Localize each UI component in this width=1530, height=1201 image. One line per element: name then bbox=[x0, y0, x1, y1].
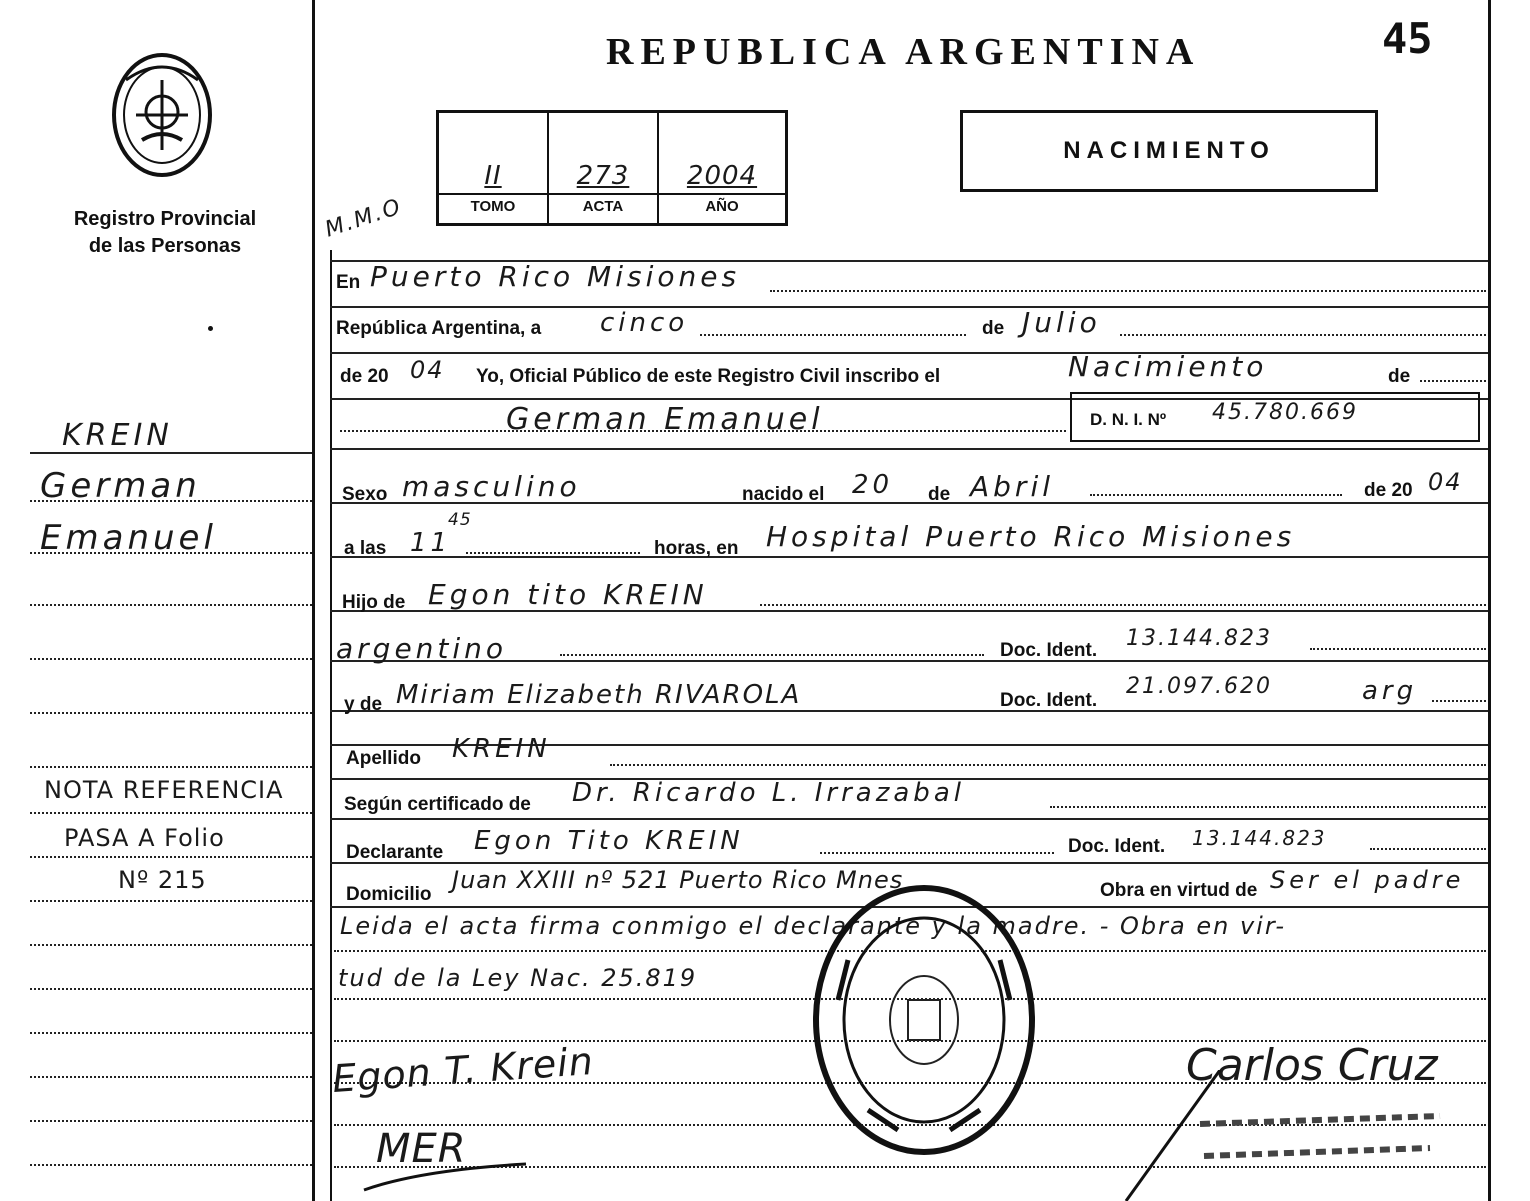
declarante-name: Egon Tito KREIN bbox=[474, 826, 744, 856]
row-rule bbox=[330, 352, 1488, 354]
horas-label: horas, en bbox=[654, 538, 739, 559]
row-rule bbox=[330, 448, 1488, 450]
dni-box bbox=[1070, 392, 1480, 442]
mother-doc-label: Doc. Ident. bbox=[1000, 690, 1098, 711]
fill-line bbox=[1120, 334, 1486, 336]
birth-month: Abril bbox=[970, 470, 1054, 503]
officer-signature: Carlos Cruz bbox=[1186, 1040, 1438, 1091]
sex-value: masculino bbox=[402, 470, 581, 503]
mother-doc: 21.097.620 bbox=[1126, 674, 1272, 699]
margin-line bbox=[30, 1164, 312, 1166]
domicilio-value: Juan XXIII nº 521 Puerto Rico Mnes bbox=[452, 866, 904, 894]
declarante-label: Declarante bbox=[346, 842, 444, 863]
birth-day: 20 bbox=[852, 470, 894, 500]
margin-name-1: German bbox=[40, 466, 201, 506]
margin-line bbox=[30, 658, 312, 660]
birth-minutes: 45 bbox=[448, 510, 472, 530]
alas-label: a las bbox=[344, 538, 387, 559]
signature-stroke-icon bbox=[360, 1160, 530, 1196]
margin-line bbox=[30, 900, 312, 902]
dni-value: 45.780.669 bbox=[1212, 400, 1358, 425]
father-doc: 13.144.823 bbox=[1126, 626, 1272, 651]
reference-table bbox=[436, 110, 788, 226]
tomo-label: TOMO bbox=[470, 198, 516, 215]
obra-label: Obra en virtud de bbox=[1100, 880, 1258, 901]
declarante-signature: Egon T. Krein bbox=[330, 1038, 596, 1102]
margin-name-2: Emanuel bbox=[40, 518, 217, 558]
de-label: de bbox=[982, 318, 1005, 339]
margin-rule-left bbox=[312, 0, 315, 1201]
birth-year-prefix: de 20 bbox=[1364, 480, 1413, 501]
margin-line bbox=[30, 856, 312, 858]
provincial-seal-icon bbox=[106, 50, 218, 180]
apellido-label: Apellido bbox=[346, 748, 421, 769]
father-nationality: argentino bbox=[336, 632, 508, 665]
fill-line bbox=[820, 852, 1054, 854]
registry-line-2: de las Personas bbox=[88, 235, 242, 257]
margin-line bbox=[30, 766, 312, 768]
fill-line bbox=[1090, 494, 1342, 496]
father-name: Egon tito KREIN bbox=[428, 578, 708, 611]
row-rule bbox=[330, 306, 1488, 308]
birth-hour: 11 bbox=[410, 528, 452, 558]
clerk-initials: M.M.O bbox=[322, 194, 406, 243]
fill-line bbox=[760, 604, 1486, 606]
oficial-statement: Yo, Oficial Público de este Registro Civil inscribo el bbox=[476, 366, 941, 387]
yde-label: y de bbox=[344, 694, 383, 715]
mother-signature: MER bbox=[376, 1126, 467, 1172]
fill-line bbox=[1050, 806, 1486, 808]
doc-type-label: NACIMIENTO bbox=[1063, 137, 1275, 164]
margin-line bbox=[30, 604, 312, 606]
father-doc-label: Doc. Ident. bbox=[1000, 640, 1098, 661]
margin-line bbox=[30, 1120, 312, 1122]
observation-line-2: tud de la Ley Nac. 25.819 bbox=[338, 964, 698, 992]
obra-value: Ser el padre bbox=[1270, 866, 1465, 894]
margin-line bbox=[30, 1076, 312, 1078]
ano-value: 2004 bbox=[686, 161, 758, 191]
doc-type-box bbox=[960, 110, 1378, 192]
acta-value: 273 bbox=[576, 161, 630, 191]
declarante-doc: 13.144.823 bbox=[1192, 826, 1327, 850]
margin-line bbox=[30, 988, 312, 990]
margin-line bbox=[30, 1032, 312, 1034]
ano-label: AÑO bbox=[705, 198, 739, 215]
birth-registry-place: Puerto Rico Misiones bbox=[370, 260, 741, 293]
fill-line bbox=[1370, 848, 1486, 850]
segun-label: Según certificado de bbox=[344, 794, 531, 815]
observation-line-1: Leida el acta firma conmigo el declarante y la madre. - Obra en vir- bbox=[340, 912, 1287, 940]
registration-year: 04 bbox=[410, 356, 445, 384]
fill-line bbox=[1432, 700, 1486, 702]
apellido-value: KREIN bbox=[452, 734, 551, 764]
row-rule bbox=[330, 862, 1488, 864]
nacido-label: nacido el bbox=[742, 484, 825, 505]
year-prefix: de 20 bbox=[340, 366, 389, 387]
dni-label: D. N. I. Nº bbox=[1090, 410, 1167, 429]
margin-surname: KREIN bbox=[62, 418, 173, 453]
margin-line bbox=[30, 500, 312, 502]
fill-line bbox=[1310, 648, 1486, 650]
de3-label: de bbox=[928, 484, 951, 505]
tomo-value: II bbox=[484, 161, 502, 191]
child-name: German Emanuel bbox=[506, 402, 824, 437]
domicilio-label: Domicilio bbox=[346, 884, 432, 905]
fill-line bbox=[466, 552, 640, 554]
registry-name bbox=[40, 206, 290, 260]
registration-month: Julio bbox=[1022, 306, 1101, 339]
margin-line bbox=[30, 712, 312, 714]
de2-label: de bbox=[1388, 366, 1411, 387]
page-title: REPUBLICA ARGENTINA bbox=[606, 31, 1201, 73]
page-border-right bbox=[1488, 0, 1491, 1201]
birth-place: Hospital Puerto Rico Misiones bbox=[766, 520, 1296, 553]
declarante-doc-label: Doc. Ident. bbox=[1068, 836, 1166, 857]
row-rule bbox=[330, 710, 1488, 712]
registration-day: cinco bbox=[600, 308, 689, 338]
officer-stamp-icon bbox=[1190, 1094, 1450, 1174]
acta-label: ACTA bbox=[582, 198, 624, 215]
margin-line bbox=[30, 944, 312, 946]
hijo-label: Hijo de bbox=[342, 592, 406, 613]
certifying-doctor: Dr. Ricardo L. Irrazabal bbox=[572, 778, 965, 808]
dot-mark bbox=[208, 326, 213, 331]
fill-line bbox=[1420, 380, 1486, 382]
margin-note-1: NOTA REFERENCIA bbox=[44, 776, 284, 804]
birth-year: 04 bbox=[1428, 468, 1463, 496]
fill-line bbox=[700, 334, 966, 336]
page-number: 45 bbox=[1382, 14, 1433, 63]
official-stamp-icon bbox=[808, 880, 1040, 1160]
en-label: En bbox=[336, 272, 361, 293]
margin-line bbox=[30, 812, 312, 814]
mother-nationality: arg bbox=[1362, 676, 1418, 706]
registry-line-1: Registro Provincial bbox=[73, 208, 257, 230]
act-kind: Nacimiento bbox=[1068, 350, 1268, 383]
margin-note-3: Nº 215 bbox=[118, 866, 207, 894]
row-rule bbox=[330, 556, 1488, 558]
republica-label: República Argentina, a bbox=[336, 318, 542, 339]
row-rule bbox=[330, 818, 1488, 820]
fill-line bbox=[610, 764, 1486, 766]
mother-name: Miriam Elizabeth RIVAROLA bbox=[396, 680, 802, 710]
sexo-label: Sexo bbox=[342, 484, 388, 505]
fill-line bbox=[770, 290, 1486, 292]
margin-line bbox=[30, 552, 312, 554]
margin-note-2: PASA A Folio bbox=[64, 824, 225, 852]
fill-line bbox=[560, 654, 984, 656]
